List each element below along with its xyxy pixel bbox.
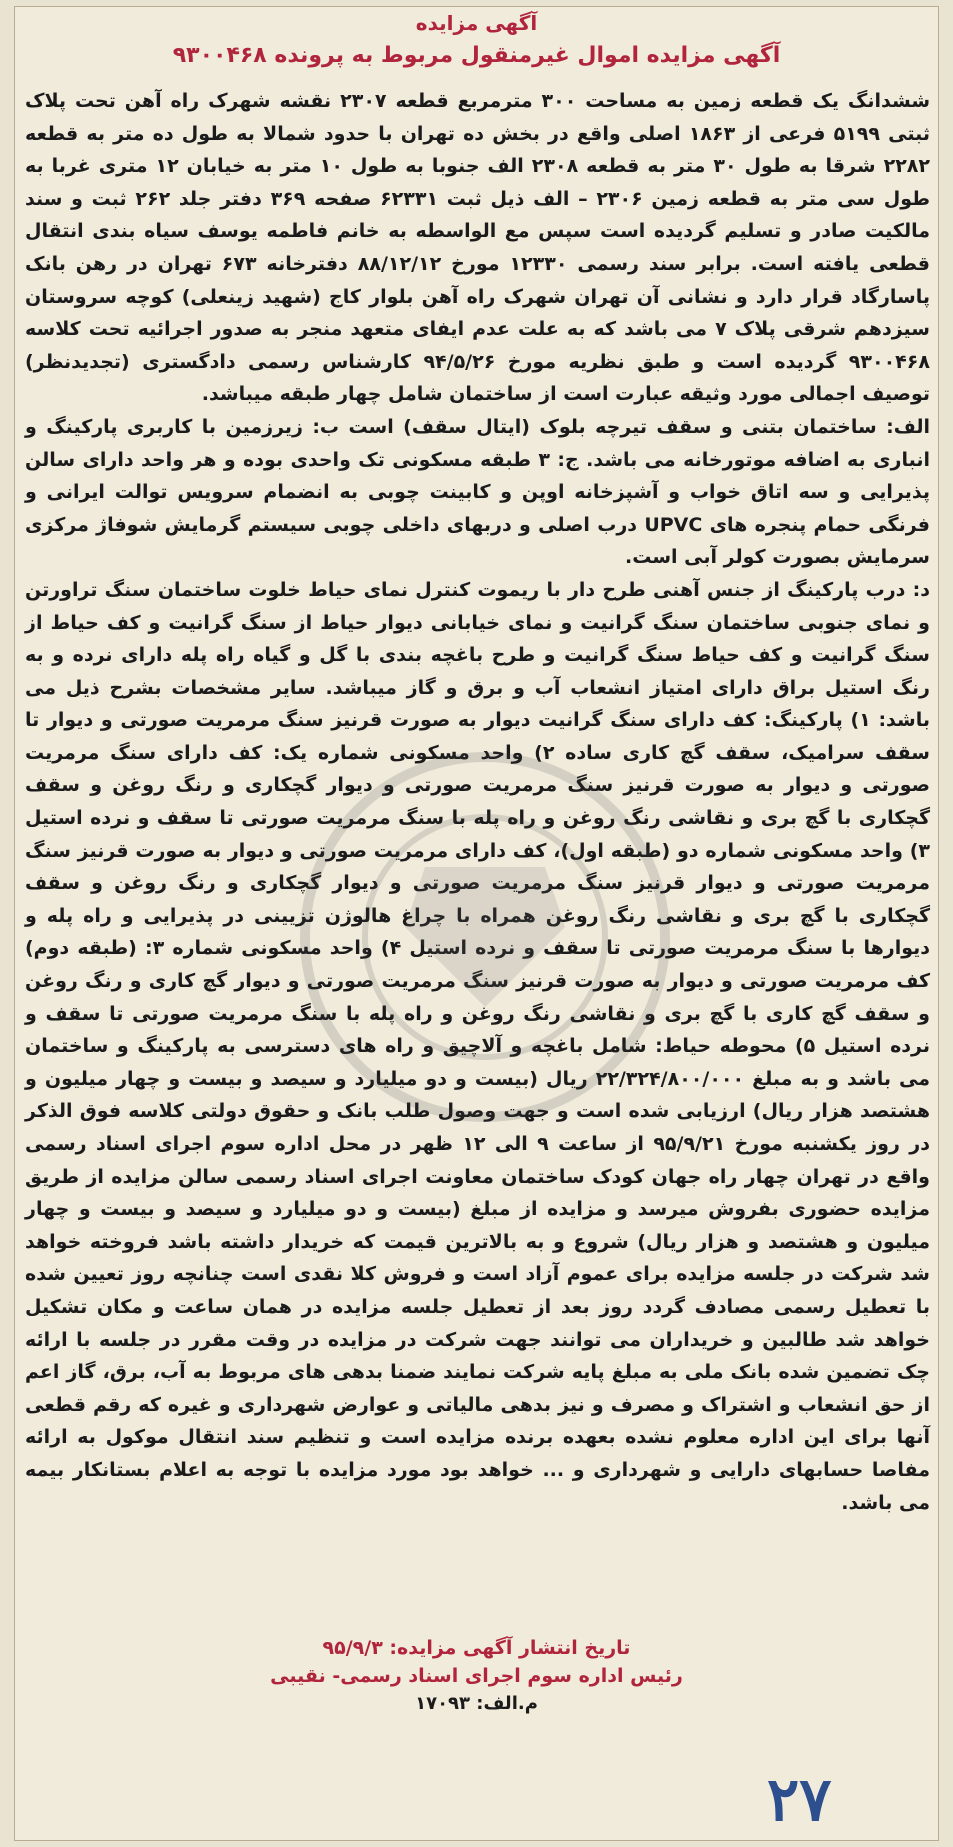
paragraph-building-specs: الف: ساختمان بتنی و سقف تیرچه بلوک (ایتال سقف) است ب: زیرزمین با کاربری پارکینگ و انباری به اضافه موتورخانه می باشد. ج: ۳ طبقه مسکونی تک واحدی بوده و هر واحد دارای سالن پذیرایی و سه اتاق خواب و آشپزخانه اوپن و کابینت چوبی به انضمام سرویس توالت ایرانی و فرنگی حمام پنجره های UPVC درب اصلی و دربهای داخلی چوبی سیستم گرمایش شوفاژ مرکزی سرمایش بصورت کولر آبی است. [25, 415, 930, 569]
ad-footer [15, 1637, 938, 1714]
ad-subtitle: آگهی مزایده اموال غیرمنقول مربوط به پرونده ۹۳۰۰۴۶۸ [172, 43, 781, 68]
newspaper-clipping [14, 6, 939, 1841]
signer: رئیس اداره سوم اجرای اسناد رسمی- نقیبی [270, 1665, 683, 1687]
paragraph-property-description: ششدانگ یک قطعه زمین به مساحت ۳۰۰ مترمربع قطعه ۲۳۰۷ نقشه شهرک راه آهن تحت پلاک ثبتی ۵۱۹۹ فرعی از ۱۸۶۳ اصلی واقع در بخش ده تهران با حدود شمالا به طول ده متر به قطعه ۲۲۸۲ شرقا به طول ۳۰ متر به قطعه ۲۳۰۸ الف جنوبا به طول ۱۰ متر به خیابان ۱۲ متری غربا به طول سی متر به قطعه زمین ۲۳۰۶ – الف ذیل ثبت ۶۲۳۳۱ صفحه ۳۶۹ دفتر جلد ۲۶۲ ثبت و سند مالکیت صادر و تسلیم گردیده است سپس مع الواسطه به خانم فاطمه یوسف سیاه بندی انتقال قطعی یافته است. برابر سند رسمی ۱۲۳۳۰ مورخ ۸۸/۱۲/۱۲ دفترخانه ۶۷۳ تهران در رهن بانک پاسارگاد قرار دارد و نشانی آن تهران شهرک راه آهن بلوار کاج (شهید زینعلی) کوچه سروستان سیزدهم شرقی پلاک ۷ می باشد که به علت عدم ایفای متعهد منجر به صدور اجرائیه تحت کلاسه ۹۳۰۰۴۶۸ گردیده است و طبق نظریه مورخ ۹۴/۵/۲۶ کارشناس رسمی دادگستری (تجدیدنظر) توصیف اجمالی مورد وثیقه عبارت است از ساختمان شامل چهار طبقه میباشد. [25, 90, 931, 406]
handwritten-page-number: ۲۷ [767, 1765, 832, 1835]
ad-title: آگهی مزایده [415, 11, 538, 35]
ad-body [25, 85, 930, 1519]
reference-number: م.الف: ۱۷۰۹۳ [415, 1693, 538, 1714]
paragraph-details-and-auction-terms: د: درب پارکینگ از جنس آهنی طرح دار با ریموت کنترل نمای حیاط خلوت ساختمان سنگ تراورتن و نمای جنوبی ساختمان سنگ گرانیت و نمای خیابانی دیوار حیاط از سنگ گرانیت و کف حیاط از سنگ گرانیت و کف حیاط سنگ گرانیت و طرح باغچه بندی با گل و گیاه راه پله دارای نرده و به رنگ استیل براق دارای امتیاز انشعاب آب و برق و گاز میباشد. سایر مشخصات بشرح ذیل می باشد: ۱) پارکینگ: کف دارای سنگ گرانیت دیوار به صورت قرنیز سنگ مرمریت صورتی و دیوار تا سقف سرامیک، سقف گچ کاری ساده ۲) واحد مسکونی شماره یک: کف دارای سنگ مرمریت صورتی و دیوار به صورت قرنیز سنگ مرمریت صورتی و دیوار گچکاری و رنگ روغن و سقف گچکاری با گچ بری و نقاشی رنگ روغن و راه پله با سنگ مرمریت صورتی تا سقف و نرده استیل ۳) واحد مسکونی شماره دو (طبقه اول)، کف دارای مرمریت صورتی و دیوار به صورت قرنیز سنگ مرمریت صورتی و دیوار قرنیز سنگ مرمریت صورتی و دیوار گچکاری و رنگ روغن و سقف گچکاری با گچ بری و نقاشی رنگ روغن همراه با چراغ هالوژن تزیینی در پذیرایی و راه پله و دیوارها با سنگ مرمریت صورتی تا سقف و نرده استیل ۴) واحد مسکونی شماره ۳: (طبقه دوم) کف مرمریت صورتی و دیوار به صورت قرنیز سنگ مرمریت صورتی و دیوار گچ کاری و رنگ روغن و سقف گچ کاری با گچ بری و نقاشی رنگ روغن و راه پله با سنگ مرمریت صورتی تا سقف و نرده استیل ۵) محوطه حیاط: شامل باغچه و آلاچیق و راه های دسترسی به پارکینگ و ساختمان می باشد و به مبلغ ۲۲/۳۲۴/۸۰۰/۰۰۰ ریال (بیست و دو میلیارد و سیصد و بیست و چهار میلیون و هشتصد هزار ریال) ارزیابی شده است و جهت وصول طلب بانک و حقوق دولتی کلاسه فوق الذکر در روز یکشنبه مورخ ۹۵/۹/۲۱ از ساعت ۹ الی ۱۲ ظهر در محل اداره سوم اجرای اسناد رسمی واقع در تهران چهار راه جهان کودک ساختمان معاونت اجرای اسناد رسمی سالن مزایده از طریق مزایده حضوری بفروش میرسد و مزایده از مبلغ (بیست و دو میلیارد و سیصد و بیست و چهار میلیون و هشتصد و هزار ریال) شروع و به بالاترین قیمت که خریدار داشته باشد فروخته خواهد شد شرکت در جلسه مزایده برای عموم آزاد است و فروش کلا نقدی است چنانچه روز تعیین شده با تعطیل رسمی مصادف گردد روز بعد از تعطیل جلسه مزایده در همان ساعت و مکان تشکیل خواهد شد طالبین و خریداران می توانند جهت شرکت در مزایده در وقت مقرر در جلسه با ارائه چک تضمین شده بانک ملی به مبلغ پایه شرکت نمایند ضمنا بدهی های مربوط به آب، برق، گاز اعم از حق انشعاب و اشتراک و مصرف و نیز بدهی مالیاتی و عوارض شهرداری و غیره که رقم قطعی آنها برای این اداره معلوم نشده بعهده برنده مزایده است و تنظیم سند انتقال موکول به ارائه مفاصا حسابهای دارایی و شهرداری و ... خواهد بود مورد مزایده با توجه به اعلام بستانکار بیمه می باشد. [25, 578, 930, 1514]
publish-date: تاریخ انتشار آگهی مزایده: ۹۵/۹/۳ [322, 1637, 631, 1659]
